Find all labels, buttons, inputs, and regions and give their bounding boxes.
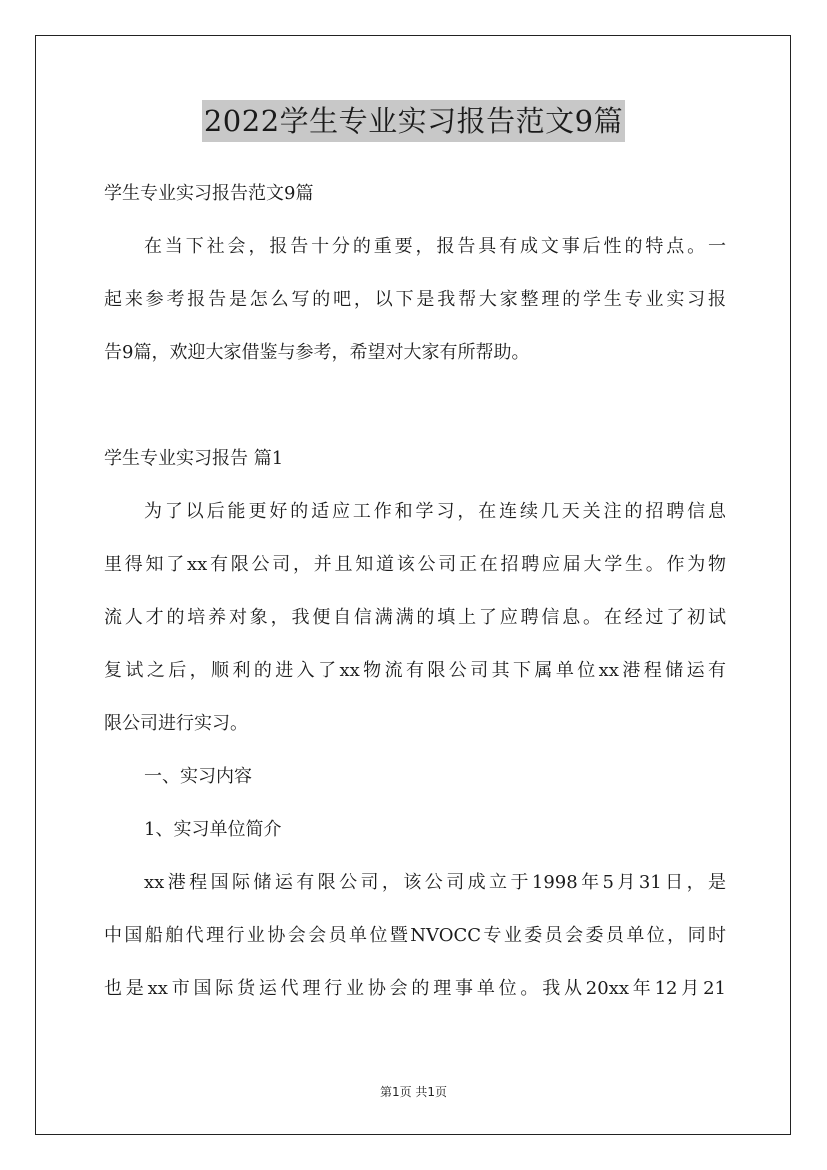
spacer (104, 583, 726, 600)
heading-content: 一、实习内容 (144, 766, 252, 787)
section1-line-4: 复试之后，顺利的进入了xx物流有限公司其下属单位xx港程储运有 (104, 660, 726, 681)
heading-unit: 1、实习单位简介 (144, 819, 282, 840)
page-footer (0, 1083, 827, 1100)
spacer (104, 265, 726, 282)
section1-line-5: 限公司进行实习。 (104, 713, 248, 734)
spacer (104, 477, 726, 494)
section1-line-1: 为了以后能更好的适应工作和学习，在连续几天关注的招聘信息 (144, 501, 726, 522)
unit-line-3: 也是xx市国际货运代理行业协会的理事单位。我从20xx年12月21 (104, 978, 726, 999)
spacer (104, 636, 726, 653)
spacer (104, 530, 726, 547)
page-number: 第1页 共1页 (379, 1085, 448, 1099)
section-heading: 学生专业实习报告 篇1 (104, 448, 284, 469)
title-container (0, 100, 827, 142)
section1-line-2: 里得知了xx有限公司，并且知道该公司正在招聘应届大学生。作为物 (104, 554, 726, 575)
spacer (104, 795, 726, 812)
intro-line-2: 起来参考报告是怎么写的吧，以下是我帮大家整理的学生专业实习报 (104, 289, 726, 310)
document-title: 2022学生专业实习报告范文9篇 (202, 100, 625, 142)
spacer (104, 689, 726, 706)
unit-line-1: xx港程国际储运有限公司，该公司成立于1998年5月31日，是 (144, 872, 726, 893)
spacer (104, 371, 726, 424)
spacer (104, 954, 726, 971)
spacer (104, 742, 726, 759)
section1-line-3: 流人才的培养对象，我便自信满满的填上了应聘信息。在经过了初试 (104, 607, 726, 628)
unit-line-2: 中国船舶代理行业协会会员单位暨NVOCC专业委员会委员单位，同时 (104, 925, 726, 946)
document-body (104, 176, 726, 1007)
spacer (104, 318, 726, 335)
intro-line-1: 在当下社会，报告十分的重要，报告具有成文事后性的特点。一 (144, 236, 726, 257)
spacer (104, 212, 726, 229)
spacer (104, 901, 726, 918)
subtitle: 学生专业实习报告范文9篇 (104, 183, 314, 204)
spacer (104, 848, 726, 865)
spacer (104, 424, 726, 441)
intro-line-3: 告9篇，欢迎大家借鉴与参考，希望对大家有所帮助。 (104, 342, 530, 363)
